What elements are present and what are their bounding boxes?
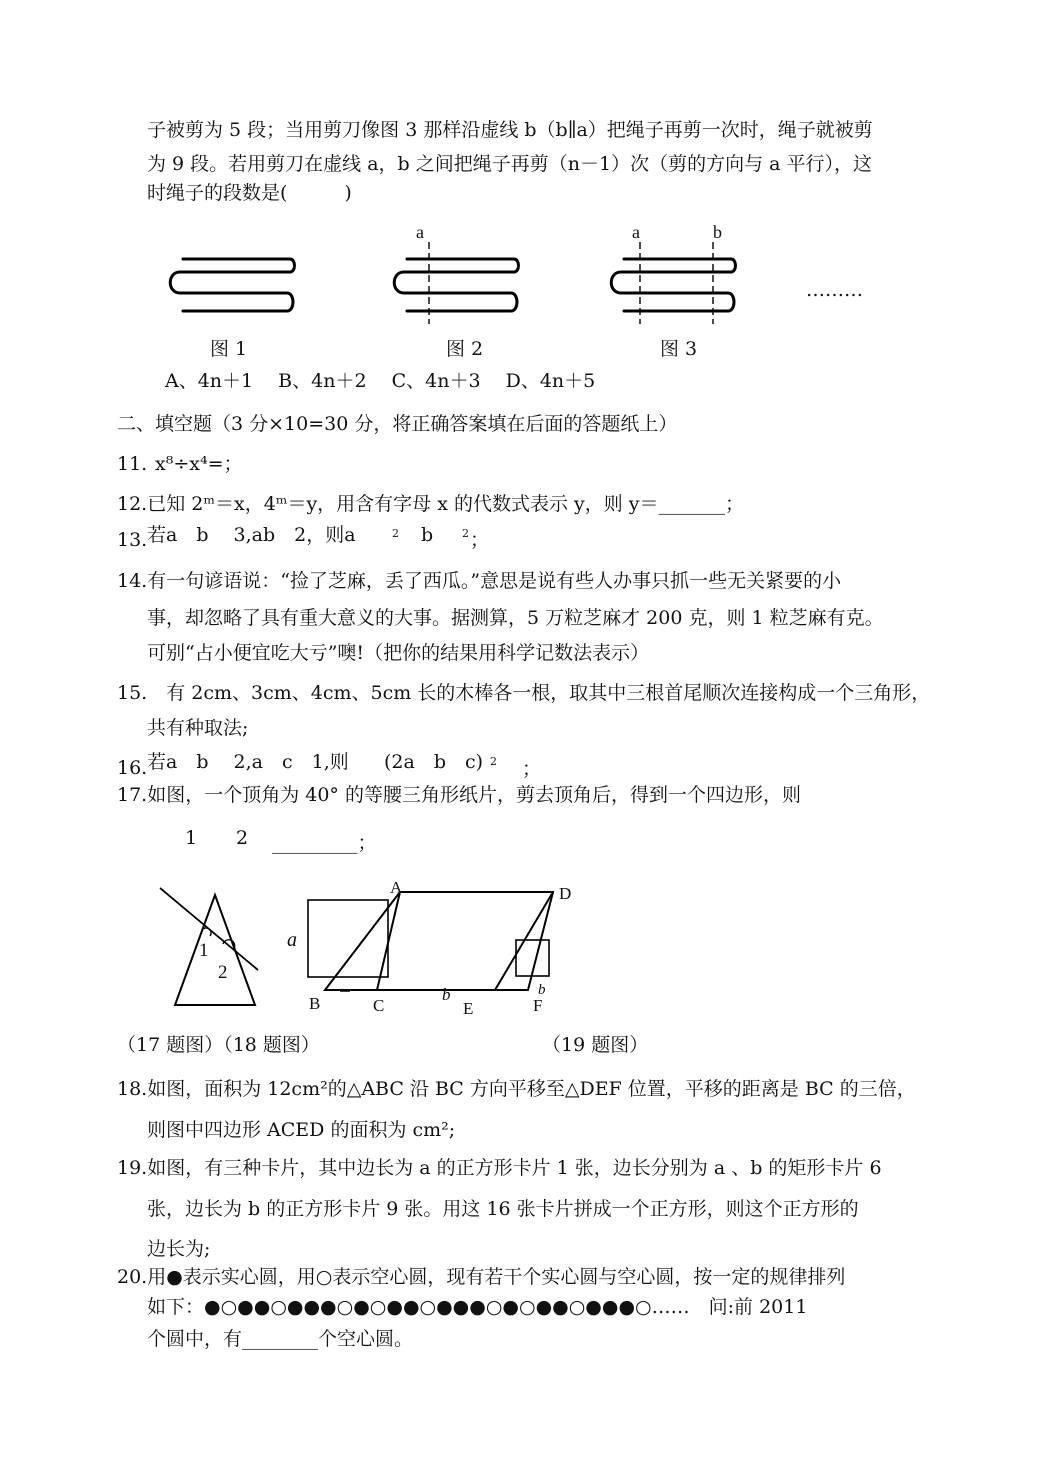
q20-line2: 如下：●○●●○●●●○●○●●○●●●○●○●●○●●●○…… 问:前 2011 <box>147 1296 808 1318</box>
q19-label-a: a <box>287 929 297 951</box>
q19-line1: 19.如图，有三种卡片，其中边长为 a 的正方形卡片 1 张，边长分别为 a 、b 的矩形卡片 6 <box>117 1157 882 1179</box>
q17-blank: _________； <box>272 832 377 854</box>
q19-label-b-1: b <box>442 985 451 1004</box>
q18-label-A: A <box>390 878 403 897</box>
q13-mid: b <box>402 524 434 546</box>
caption-19: （19 题图） <box>542 1034 649 1056</box>
q17-figure <box>160 880 300 1020</box>
q13-end: ； <box>470 529 490 551</box>
section2-title: 二、填空题（3 分×10=30 分，将正确答案填在后面的答题纸上） <box>117 413 678 435</box>
q18-label-C: C <box>373 996 385 1015</box>
fig3-label-a: a <box>632 222 640 242</box>
q18-line1: 18.如图，面积为 12cm²的△ABC 沿 BC 方向平移至△DEF 位置，平移的距离是 BC 的三倍， <box>117 1078 916 1100</box>
q15-line2: 共有种取法; <box>147 717 249 739</box>
caption-17-18: （17 题图）（18 题图） <box>117 1034 320 1056</box>
q16-expression: (2a b c) <box>384 751 484 773</box>
q11-text: x⁸÷x⁴=； <box>155 453 243 475</box>
fig2-caption: 图 2 <box>446 338 484 360</box>
q19-line3: 边长为; <box>147 1238 211 1260</box>
q13-sup2: 2 <box>462 527 469 540</box>
q11-number: 11. <box>117 453 148 475</box>
q20-line3: 个圆中，有________个空心圆。 <box>147 1328 414 1350</box>
q10-line1: 子被剪为 5 段；当用剪刀像图 3 那样沿虚线 b（b∥a）把绳子再剪一次时，绳子就被剪 <box>147 119 873 141</box>
q14-line3: 可别“占小便宜吃大亏”噢!（把你的结果用科学记数法表示） <box>147 642 650 664</box>
q19-line2: 张，边长为 b 的正方形卡片 9 张。用这 16 张卡片拼成一个正方形，则这个正方形的 <box>147 1198 859 1220</box>
q18-label-B: B <box>309 994 321 1013</box>
fig1-caption: 图 1 <box>210 338 248 360</box>
q18-label-E: E <box>463 999 474 1018</box>
q15-line1: 15. 有 2cm、3cm、4cm、5cm 长的木棒各一根，取其中三根首尾顺次连接构成一个三角形， <box>117 682 931 704</box>
q18-label-F: F <box>533 996 543 1015</box>
rope-figures <box>0 220 1044 350</box>
q17-fig-label-2: 2 <box>218 962 228 983</box>
q10-line2: 为 9 段。若用剪刀在虚线 a，b 之间把绳子再剪（n－1）次（剪的方向与 a 平行），这 <box>147 153 872 175</box>
q16-sup: 2 <box>490 755 497 768</box>
q10-line3: 时绳子的段数是( ) <box>147 182 352 204</box>
q17-angle2: 2 <box>236 827 249 849</box>
q17-angle1: 1 <box>185 827 198 849</box>
q13-text: 若a b 3,ab 2，则a <box>147 524 356 546</box>
q14-line2: 事，却忽略了具有重大意义的大事。据测算，5 万粒芝麻才 200 克，则 1 粒芝麻有克。 <box>147 607 884 629</box>
q18-label-D: D <box>559 884 572 903</box>
q18-line2: 则图中四边形 ACED 的面积为 cm²; <box>147 1119 456 1141</box>
q19-label-b-2: b <box>538 982 546 998</box>
q20-line1: 20.用●表示实心圆，用○表示空心圆，现有若干个实心圆与空心圆，按一定的规律排列 <box>117 1266 846 1288</box>
continuation-dots: ……… <box>806 279 863 301</box>
q10-options: A、4n＋1 B、4n＋2 C、4n＋3 D、4n＋5 <box>165 370 596 392</box>
rope-figure-1 <box>170 259 294 311</box>
rope-figure-2 <box>394 259 518 311</box>
q16-text: 若a b 2,a c 1,则 <box>147 751 349 773</box>
q14-line1: 14.有一句谚语说：“捡了芝麻，丢了西瓜。”意思是说有些人办事只抓一些无关紧要的小 <box>117 570 842 592</box>
fig3-caption: 图 3 <box>660 338 698 360</box>
fig2-label-a: a <box>416 222 424 242</box>
q12-text: 12.已知 2ᵐ＝x，4ᵐ＝y，用含有字母 x 的代数式表示 y，则 y＝_______； <box>117 493 745 515</box>
q17-line1: 17.如图，一个顶角为 40° 的等腰三角形纸片，剪去顶角后，得到一个四边形，则 <box>117 784 801 806</box>
q13-number: 13. <box>117 529 148 551</box>
q16-number: 16. <box>117 757 148 779</box>
q17-fig-label-1: 1 <box>199 940 209 961</box>
fig3-label-b: b <box>713 222 722 242</box>
rope-figure-3 <box>611 259 735 311</box>
q16-end: ； <box>522 758 542 780</box>
q13-sup1: 2 <box>392 527 399 540</box>
